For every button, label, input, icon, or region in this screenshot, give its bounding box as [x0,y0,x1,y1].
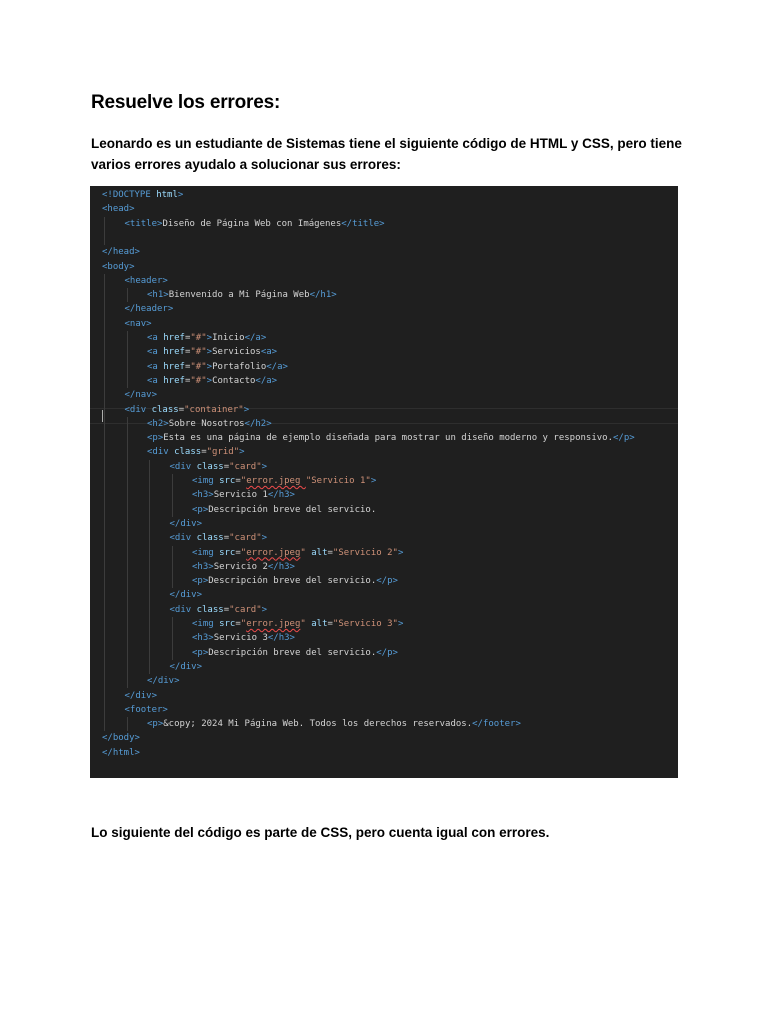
code-token: = [223,533,230,544]
code-token: > [206,347,213,358]
code-token: > [177,190,184,200]
indent-guide [104,274,105,732]
code-line [125,217,385,231]
code-token: Sobre Nosotros [168,418,245,429]
code-line [192,617,403,631]
code-token: <footer> [124,704,168,715]
code-token: href [163,333,185,343]
code-token: Servicio 2 [213,561,268,572]
code-token: Descripción breve del servicio. [208,576,377,587]
code-token: > [261,604,268,615]
code-token: "#" [190,361,207,372]
code-token: > [206,375,213,386]
code-line [102,188,183,202]
code-token: </a> [266,361,288,372]
indent-guide [149,460,150,675]
code-token: "container" [184,404,244,415]
code-screenshot [90,186,678,778]
code-line [170,660,203,674]
code-token: = [235,619,241,629]
code-line [147,288,337,302]
code-line [102,245,140,259]
code-token: class [196,604,224,615]
text-cursor [102,410,103,422]
code-token: = [178,404,185,415]
code-token: </a> [244,333,267,343]
code-token: <a [147,347,164,358]
code-token: > [261,461,268,472]
code-token: "#" [190,333,207,343]
code-token: alt [311,547,328,558]
code-token: <title> [124,218,163,229]
error-token: error.jpeg [246,619,301,629]
code-token: <h3> [192,633,214,644]
code-token: > [206,361,213,372]
code-token: " [240,476,247,486]
code-token: </nav> [124,390,158,401]
code-token: <div [147,447,175,458]
code-token: </div> [169,590,203,601]
code-token: <p> [192,647,209,658]
code-token: > [397,619,404,629]
code-token: href [163,375,185,386]
code-token: Esta es una página de ejemplo diseñada para mostrar un diseño moderno y responsivo. [163,433,613,444]
code-token: <h1> [147,290,169,301]
code-line [102,202,135,216]
code-token: Servicio 3 [213,633,268,644]
code-line [147,417,272,431]
code-token: <a [147,375,164,386]
code-token: src [219,476,236,486]
code-token: html [156,190,178,200]
code-token: = [201,447,207,458]
error-token: error.jpeg [246,547,301,558]
code-token: Servicio 1 [213,490,268,501]
code-line [192,474,376,488]
code-token: = [184,347,191,358]
code-token: </h2> [244,418,272,429]
code-token: alt [311,619,328,629]
code-token: <p> [192,504,209,515]
code-token: Diseño de Página Web con Imágenes [162,218,342,229]
code-token: </div> [169,661,203,672]
code-line [192,488,295,502]
code-token: "grid" [206,447,240,458]
code-token: > [243,404,250,415]
code-token: <a> [260,347,278,358]
indent-guide [127,288,128,302]
code-token: <h3> [192,561,214,572]
code-token: <img [192,547,220,558]
error-token: error.jpeg [246,476,306,486]
code-line [170,460,268,474]
code-line [147,374,277,388]
code-line [125,302,174,316]
code-line [147,431,635,445]
code-token: = [223,604,230,615]
code-token: </p> [376,647,398,658]
code-token: <a [147,361,164,372]
code-line [125,703,168,717]
code-line [125,317,152,331]
code-line [192,631,295,645]
code-token: Servicios [212,347,261,358]
code-token: <div [169,461,197,472]
code-token: </h3> [267,490,295,501]
code-token: = [184,375,191,386]
code-token: <img [192,619,220,629]
code-line [147,360,288,374]
code-token: " [300,547,312,558]
code-line [125,274,168,288]
code-token: Inicio [212,333,245,343]
code-token: > [397,547,404,558]
code-token: Portafolio [212,361,267,372]
page-title: Resuelve los errores: [91,92,281,113]
code-token: " [240,547,247,558]
code-token: = [235,547,241,558]
code-line [170,588,203,602]
code-token: Descripción breve del servicio. [208,647,377,658]
code-token: </div> [169,518,203,529]
code-token: class [196,461,224,472]
code-token: "Servicio 1" [305,476,371,486]
code-token: </h3> [267,561,295,572]
code-line [192,503,376,517]
code-token: src [219,547,236,558]
code-line [170,603,268,617]
code-token: Contacto [212,375,256,386]
code-line [192,574,398,588]
code-token: src [219,619,236,629]
code-token: <h2> [147,418,169,429]
code-token: &copy; 2024 Mi Página Web. Todos los derechos reservados. [163,719,473,730]
code-token: = [223,461,230,472]
code-token: Descripción breve del servicio. [208,504,377,515]
code-token: <img [192,476,220,486]
code-token: Bienvenido a Mi Página Web [168,290,310,301]
code-line [147,331,266,345]
code-token: href [163,347,185,358]
code-token: <div [169,533,197,544]
code-token: </p> [376,576,398,587]
code-token: </html> [102,747,140,758]
code-line [147,717,521,731]
intro-paragraph: Leonardo es un estudiante de Sistemas tiene el siguiente código de HTML y CSS, pero tiene varios errores ayudalo a solucionar sus errores: [91,136,682,172]
indent-guide [172,546,173,589]
code-token: "card" [229,461,262,472]
code-token: = [327,619,333,629]
code-token: </a> [255,375,278,386]
code-token: </p> [613,433,635,444]
code-token: </h1> [309,290,337,301]
code-line [102,731,140,745]
code-token: > [239,447,245,458]
code-token: <a [147,333,164,343]
code-line [192,546,403,560]
code-token: <p> [192,576,209,587]
code-token: class [196,533,224,544]
code-token: "Servicio 3" [332,619,398,629]
css-note: Lo siguiente del código es parte de CSS, pero cuenta igual con errores. [91,825,550,840]
code-line [102,260,135,274]
code-token: </div> [147,676,180,687]
code-token: </footer> [472,719,521,730]
code-line [170,517,203,531]
code-token: "card" [229,533,262,544]
code-line [192,646,398,660]
indent-guide [127,417,128,689]
code-token: " [240,619,247,629]
code-token: = [327,547,333,558]
code-token: <p> [147,433,164,444]
code-token: = [235,476,241,486]
code-token: </h3> [267,633,295,644]
code-token: <h3> [192,490,214,501]
code-token: <head> [102,204,135,215]
indent-guide [104,217,105,246]
code-token: = [184,361,191,372]
code-token: > [261,533,268,544]
code-token: </head> [102,247,140,258]
code-token: "#" [190,347,207,358]
code-token: " [300,619,312,629]
code-token: <div [169,604,197,615]
code-token: </div> [124,690,158,701]
code-token: <header> [124,275,168,286]
code-token: class [151,404,179,415]
code-token: </title> [341,218,385,229]
code-line [192,560,295,574]
indent-guide [127,331,128,388]
code-line [125,403,250,417]
code-token: > [370,476,377,486]
indent-guide [127,717,128,731]
code-token: "#" [190,375,207,386]
code-line [147,345,277,359]
code-token: = [184,333,191,343]
code-token: href [163,361,185,372]
indent-guide [172,474,173,517]
code-line [170,531,268,545]
code-line [102,746,140,760]
code-token: <body> [102,261,135,272]
code-token: <!DOCTYPE [102,190,157,200]
code-line [125,689,158,703]
code-token: <nav> [124,318,152,329]
code-token: <p> [147,719,164,730]
code-token: </header> [124,304,174,315]
code-line [147,674,180,688]
code-line [147,445,245,459]
code-token: > [206,333,213,343]
code-token: </body> [102,733,140,744]
code-token: "Servicio 2" [332,547,398,558]
code-line [125,388,158,402]
indent-guide [172,617,173,660]
code-token: <div [124,404,152,415]
code-token: class [174,447,202,458]
code-token: "card" [229,604,262,615]
